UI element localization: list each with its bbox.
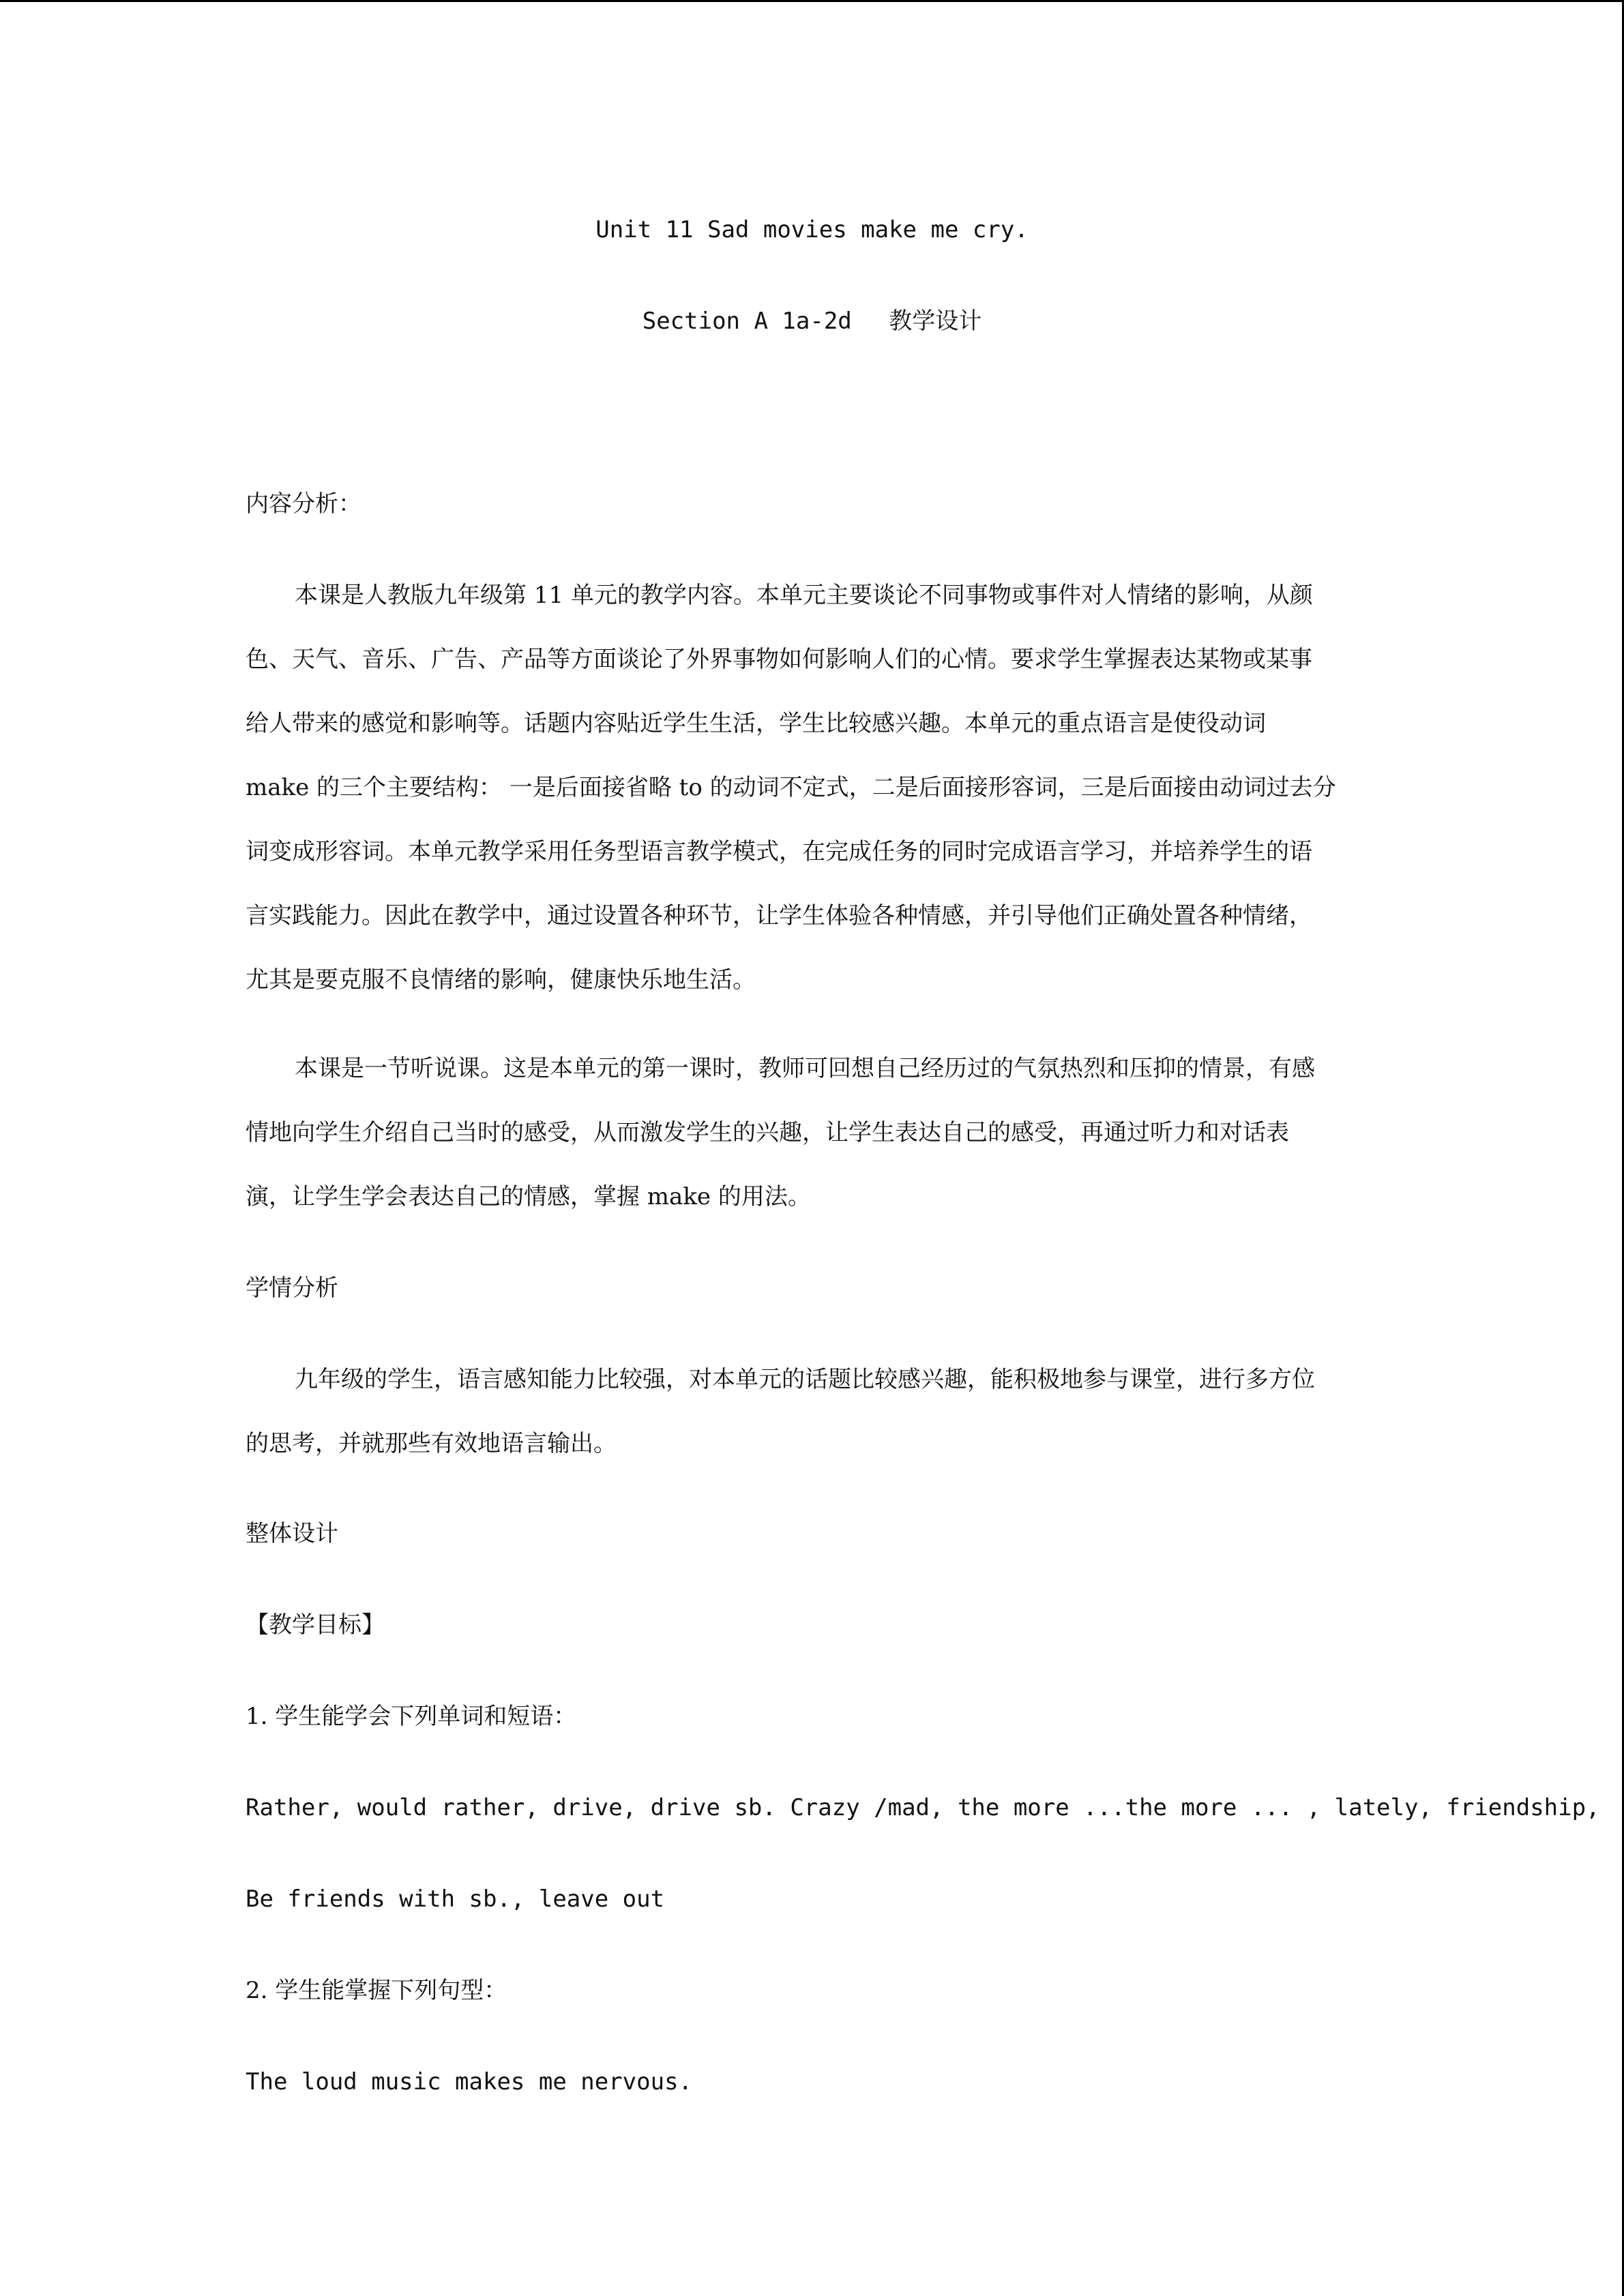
content-para1-line: 给人带来的感觉和影响等。话题内容贴近学生生活，学生比较感兴趣。本单元的重点语言是使役动词 [246, 710, 1266, 737]
sentence-pattern: The loud music makes me nervous. [246, 2068, 693, 2096]
content-para2-line: 本课是一节听说课。这是本单元的第一课时，教师可回想自己经历过的气氛热烈和压抑的情景，有感 [295, 1055, 1315, 1082]
content-para1-line: 色、天气、音乐、广告、产品等方面谈论了外界事物如何影响人们的心情。要求学生掌握表达某物或某事 [246, 646, 1312, 673]
vocabulary-line: Be friends with sb., leave out [246, 1885, 665, 1913]
student-analysis-heading: 学情分析 [246, 1274, 338, 1302]
document-title: Unit 11 Sad movies make me cry. [595, 216, 1029, 243]
vocabulary-line: Rather, would rather, drive, drive sb. Crazy /mad, the more ...the more ... , lately, friendship, [246, 1794, 1600, 1821]
content-para2-line: 情地向学生介绍自己当时的感受，从而激发学生的兴趣，让学生表达自己的感受，再通过听力和对话表 [246, 1119, 1289, 1146]
objective-1: 1. 学生能学会下列单词和短语： [246, 1703, 577, 1730]
student-para-line: 的思考，并就那些有效地语言输出。 [246, 1430, 617, 1457]
student-para-line: 九年级的学生，语言感知能力比较强，对本单元的话题比较感兴趣，能积极地参与课堂，进行多方位 [295, 1366, 1315, 1393]
overall-design-heading: 整体设计 [246, 1520, 338, 1547]
content-para1-line: make 的三个主要结构： 一是后面接省略 to 的动词不定式，二是后面接形容词，三是后面接由动词过去分 [246, 774, 1336, 801]
content-para1-line: 本课是人教版九年级第 11 单元的教学内容。本单元主要谈论不同事物或事件对人情绪的影响，从颜 [295, 582, 1313, 609]
document-subtitle: Section A 1a-2d 教学设计 [642, 308, 982, 335]
teaching-objectives-heading: 【教学目标】 [246, 1611, 385, 1639]
content-para1-line: 尤其是要克服不良情绪的影响，健康快乐地生活。 [246, 966, 756, 994]
content-para1-line: 言实践能力。因此在教学中，通过设置各种环节，让学生体验各种情感，并引导他们正确处置各种情绪， [246, 902, 1312, 929]
content-analysis-heading: 内容分析： [246, 490, 361, 518]
content-para1-line: 词变成形容词。本单元教学采用任务型语言教学模式，在完成任务的同时完成语言学习，并培养学生的语 [246, 838, 1312, 865]
content-para2-line: 演，让学生学会表达自己的情感，掌握 make 的用法。 [246, 1183, 811, 1210]
objective-2: 2. 学生能掌握下列句型： [246, 1977, 507, 2004]
